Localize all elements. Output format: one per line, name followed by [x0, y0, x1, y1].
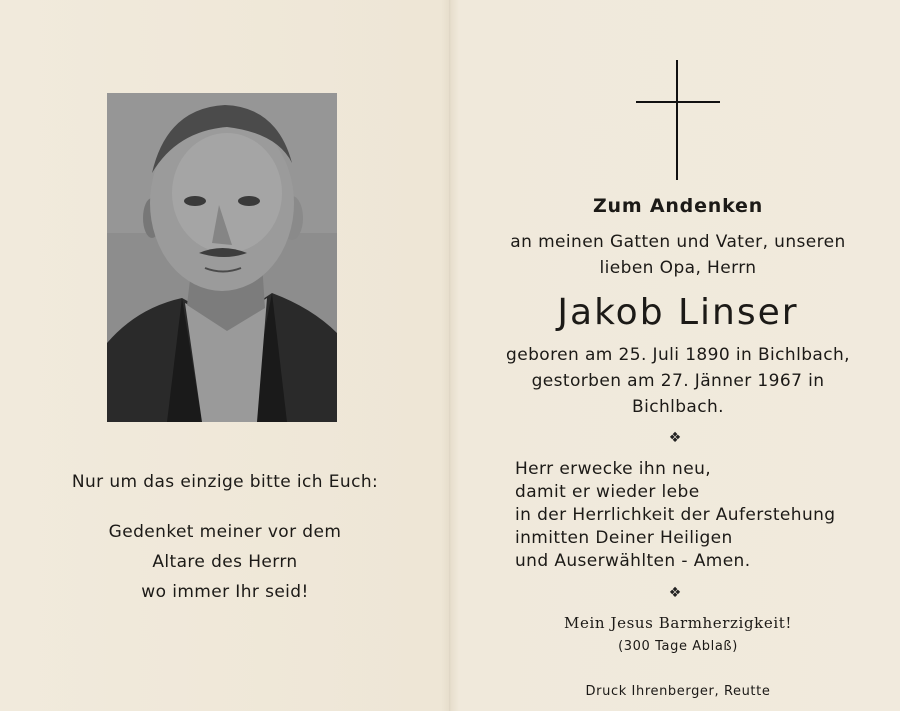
portrait-illustration: [107, 93, 337, 422]
cross-icon: [636, 60, 720, 180]
printer-credit: Druck Ihrenberger, Reutte: [585, 684, 771, 699]
prayer-line-5: und Auserwählten - Amen.: [515, 551, 751, 571]
mercy-invocation: Mein Jesus Barmherzigkeit!: [564, 614, 792, 632]
card-fold: [449, 0, 451, 711]
dates-line-2: gestorben am 27. Jänner 1967 in: [531, 371, 825, 391]
indulgence-note: (300 Tage Ablaß): [618, 639, 738, 654]
verse-line-4: wo immer Ihr seid!: [141, 582, 309, 602]
dates-line-1: geboren am 25. Juli 1890 in Bichlbach,: [506, 345, 850, 365]
portrait-photo: [107, 93, 337, 422]
dedication-line-2: lieben Opa, Herrn: [599, 258, 757, 278]
prayer-line-1: Herr erwecke ihn neu,: [515, 459, 712, 479]
prayer-line-3: in der Herrlichkeit der Auferstehung: [515, 505, 836, 525]
verse-line-2: Gedenket meiner vor dem: [108, 522, 342, 542]
ornament-icon-2: ❖: [668, 585, 682, 601]
prayer-line-2: damit er wieder lebe: [515, 482, 700, 502]
prayer-line-4: inmitten Deiner Heiligen: [515, 528, 733, 548]
deceased-name: Jakob Linser: [557, 292, 799, 333]
dates-line-3: Bichlbach.: [632, 397, 724, 417]
ornament-icon: ❖: [668, 430, 682, 446]
verse-line-1: Nur um das einzige bitte ich Euch:: [71, 472, 379, 492]
heading: Zum Andenken: [592, 195, 764, 217]
verse-line-3: Altare des Herrn: [152, 552, 298, 572]
dedication-line-1: an meinen Gatten und Vater, unseren: [510, 232, 846, 252]
